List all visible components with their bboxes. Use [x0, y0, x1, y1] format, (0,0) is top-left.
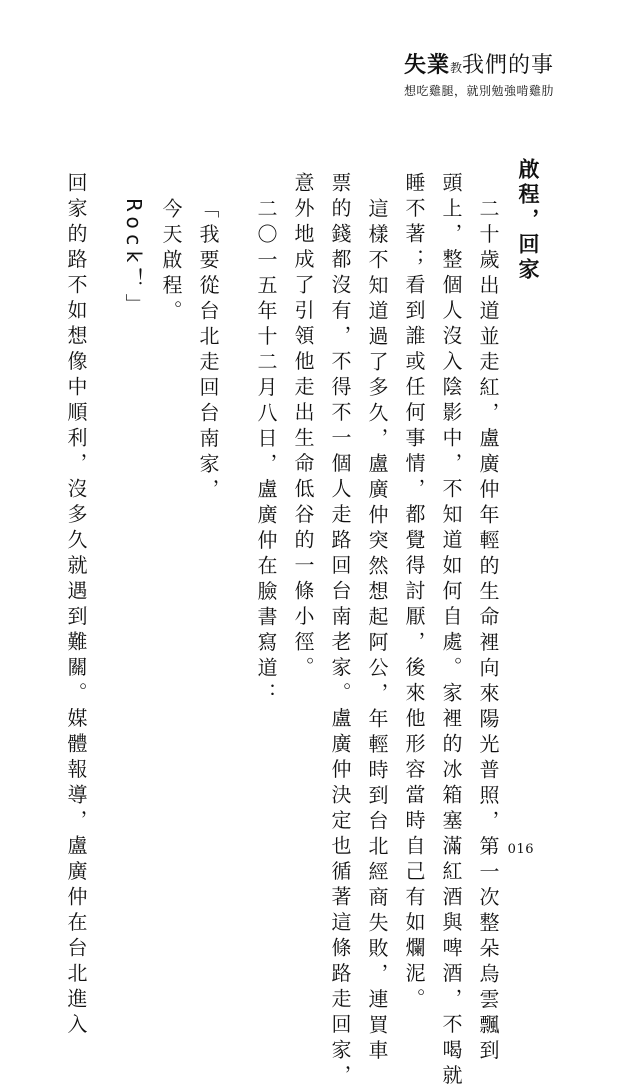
text-column-8: 回家的路不如想像中順利，沒多久就遇到難關。媒體報導，盧廣仲在台北進入 — [64, 172, 88, 1039]
book-title — [404, 52, 554, 81]
text-column-7: 二〇一五年十二月八日，盧廣仲在臉書寫道： — [254, 198, 278, 708]
page-number: 016 — [507, 842, 534, 857]
book-title-part1: 失業 — [403, 52, 450, 78]
book-title-part2: 我們的事 — [461, 53, 554, 78]
book-subtitle: 想吃雞腿，就別勉強啃雞肋 — [403, 84, 554, 98]
quote-line-3: Rock！」 — [122, 198, 146, 319]
text-column-4: 這樣不知道過了多久，盧廣仲突然想起阿公，年輕時到台北經商失敗，連買車 — [365, 198, 389, 1065]
text-column-6: 意外地成了引領他走出生命低谷的一條小徑。 — [291, 172, 315, 682]
text-column-1: 二十歲出道並走紅，盧廣仲年輕的生命裡向來陽光普照，第一次整朵烏雲飄到 — [476, 198, 500, 1065]
quote-line-2: 今天啟程。 — [159, 198, 183, 326]
book-title-small: 教 — [449, 61, 462, 75]
text-column-2: 頭上，整個人沒入陰影中，不知道如何自處。家裡的冰箱塞滿紅酒與啤酒，不喝就 — [439, 172, 463, 1090]
running-header — [404, 52, 554, 99]
text-column-3: 睡不著；看到誰或任何事情，都覺得討厭，後來他形容當時自己有如爛泥。 — [402, 172, 426, 1014]
section-heading: 啟程，回家 — [516, 158, 540, 283]
quote-line-1: 「我要從台北走回台南家， — [196, 198, 220, 504]
text-column-5: 票的錢都沒有，不得不一個人走路回台南老家。盧廣仲決定也循著這條路走回家， — [328, 172, 352, 1090]
